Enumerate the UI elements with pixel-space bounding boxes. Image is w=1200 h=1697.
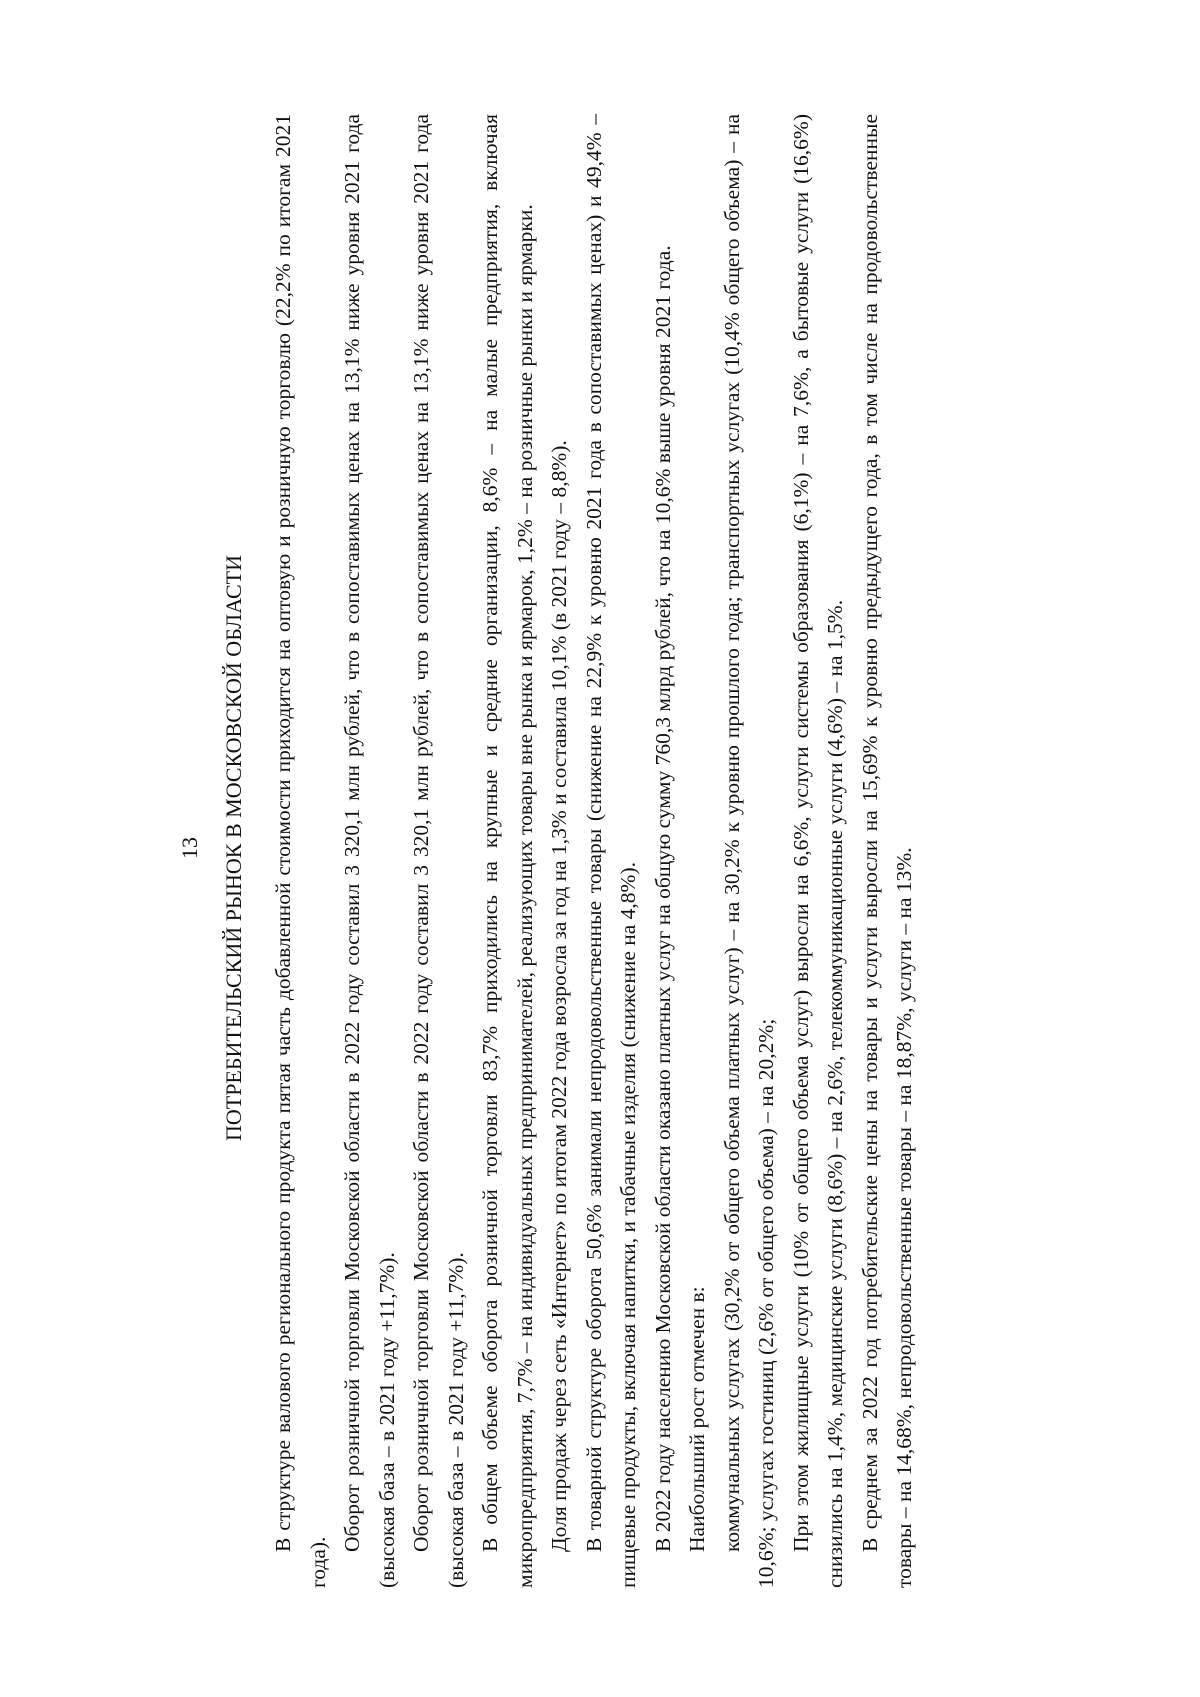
paragraph-services-changes: При этом жилищные услуги (10% от общего объема услуг) выросли на 6,6%, услуги системы образования (6,1%) – на 7,6%, а бытовые услуги (16,6%) снизились на 1,4%, медицинские услуги (8,6%) – на 2,6%, телекоммуникационные услуги (4,6%) – на 1,5%. xyxy=(788,114,847,1588)
section-heading: ПОТРЕБИТЕЛЬСКИЙ РЫНОК В МОСКОВСКОЙ ОБЛАСТИ xyxy=(221,555,246,1142)
paragraph-gva-structure: В структуре валового регионального продукта пятая часть добавленной стоимости приходится на оптовую и розничную торговлю (22,2% по итогам 2021 года). xyxy=(271,114,330,1588)
rotated-document-sheet xyxy=(170,108,1030,1588)
page-number: 13 xyxy=(177,837,202,859)
paragraph-goods-structure: В товарной структуре оборота 50,6% занимали непродовольственные товары (снижение на 22,9% к уровню 2021 года в сопоставимых ценах) и 49,4% – пищевые продукты, включая напитки, и табачные изделия (снижение на 4,8%). xyxy=(581,114,640,1588)
paragraph-internet-sales: Доля продаж через сеть «Интернет» по итогам 2022 года возросла за год на 1,3% и составила 10,1% (в 2021 году – 8,8%). xyxy=(547,440,571,1552)
paragraph-paid-services: В 2022 году населению Московской области оказано платных услуг на общую сумму 760,3 млрд рублей, что на 10,6% выше уровня 2021 года. xyxy=(650,245,675,1552)
paragraph-retail-turnover: Оборот розничной торговли Московской области в 2022 году составил 3 320,1 млн рублей, что в сопоставимых ценах на 13,1% ниже уровня 2021 года (высокая база – в 2021 году +11,7%). xyxy=(340,114,399,1588)
paragraph-largest-growth-intro: Наибольший рост отмечен в: xyxy=(685,1286,709,1552)
paragraph-consumer-prices: В среднем за 2022 год потребительские цены на товары и услуги выросли на 15,69% к уровню предыдущего года, в том числе на продовольственные товары – на 14,68%, непродовольственные товары – на 18,87%, услуги – на 13%. xyxy=(857,114,916,1588)
paragraph-retail-structure: В общем объеме оборота розничной торговли 83,7% приходились на крупные и средние организации, 8,6% – на малые предприятия, включая микропредприятия, 7,7% – на индивидуальных предпринимателей, реализующих товары вне рынка и ярмарок, 1,2% – на розничные рынки и ярмарки. xyxy=(478,114,537,1588)
paragraph-retail-turnover-repeat: Оборот розничной торговли Московской области в 2022 году составил 3 320,1 млн рублей, что в сопоставимых ценах на 13,1% ниже уровня 2021 года (высокая база – в 2021 году +11,7%). xyxy=(409,114,468,1588)
paragraph-largest-growth-list: коммунальных услугах (30,2% от общего объема платных услуг) – на 30,2% к уровню прошлого года; транспортных услугах (10,4% общего объема) – на 10,6%; услугах гостиниц (2,6% от общего объема) – на 20,2%; xyxy=(719,114,778,1588)
